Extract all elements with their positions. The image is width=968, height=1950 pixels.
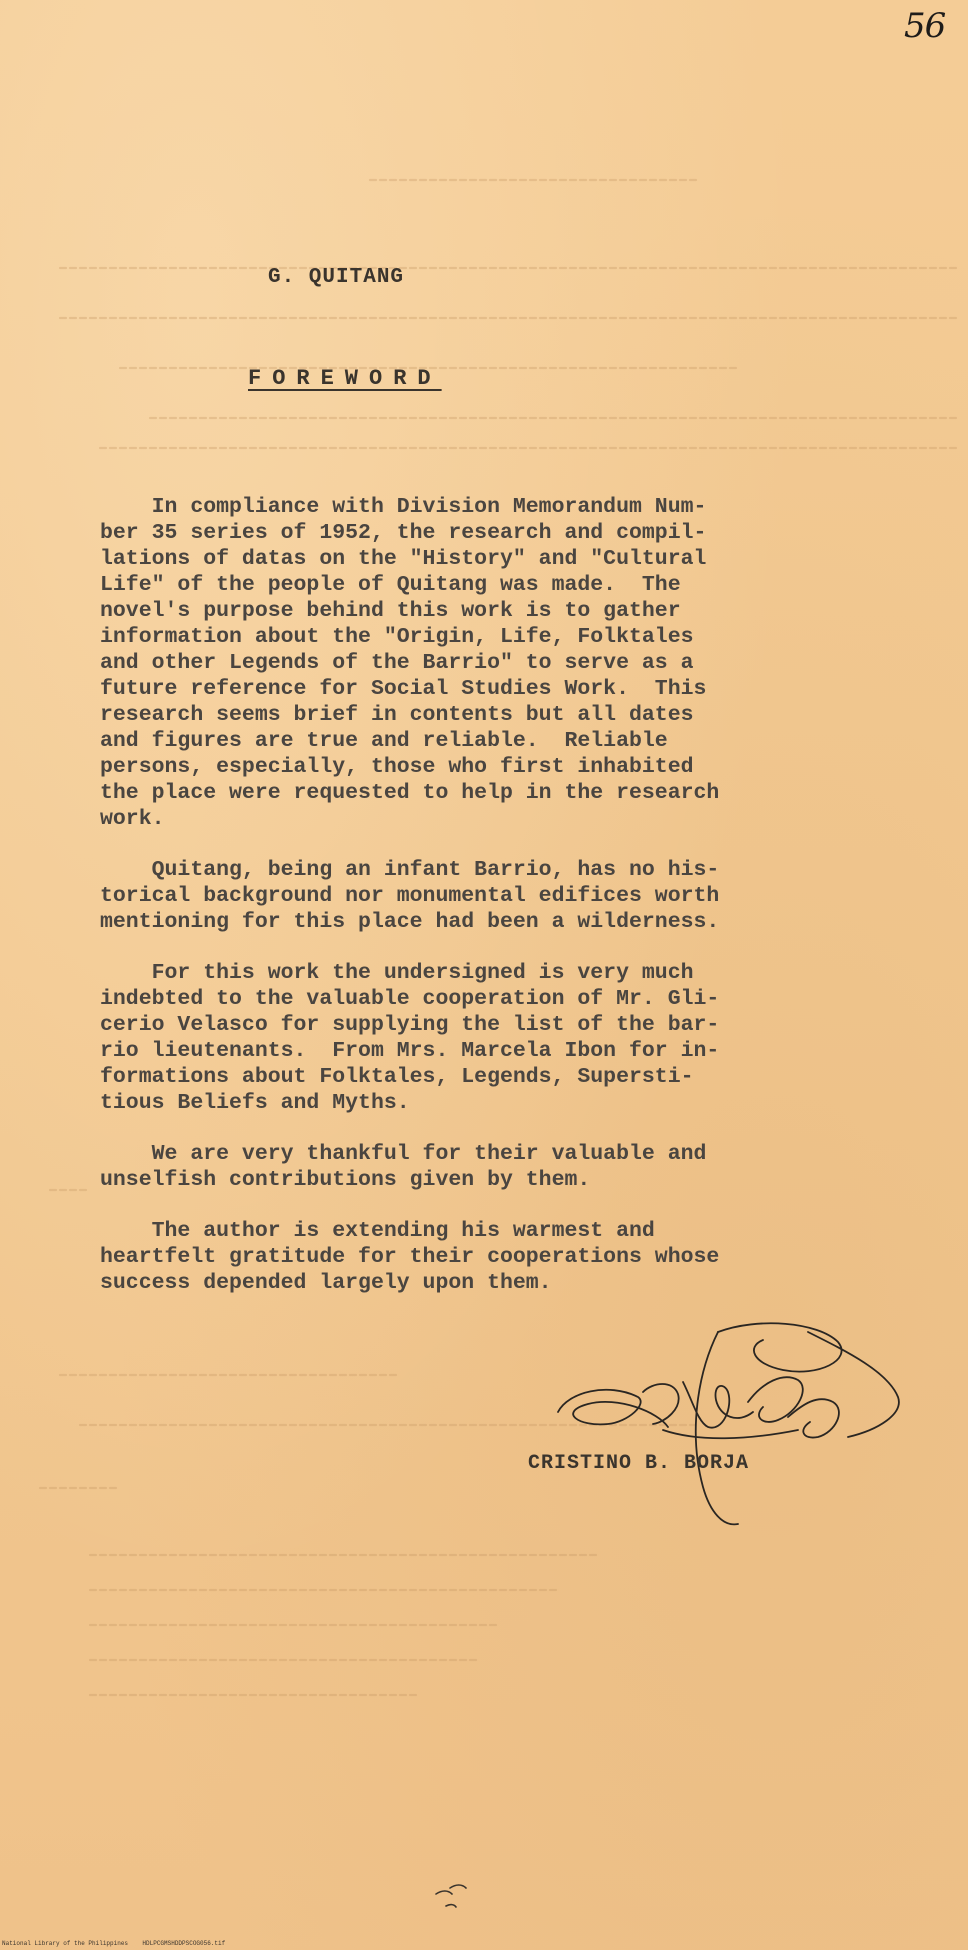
- ink-mark: [432, 1872, 472, 1912]
- page-number: 56: [904, 6, 946, 46]
- paragraph: We are very thankful for their valuable and unselfish contributions given by them.: [100, 1142, 707, 1192]
- paragraph: Quitang, being an infant Barrio, has no his- torical background nor monumental edifices worth mentioning for this place had been a wilderness.: [100, 858, 720, 934]
- paragraph: The author is extending his warmest and heartfelt gratitude for their cooperations whose success depended largely upon them.: [100, 1219, 720, 1295]
- handwritten-signature: [548, 1312, 908, 1532]
- foreword-body: [100, 494, 860, 1321]
- paragraph: In compliance with Division Memorandum Num- ber 35 series of 1952, the research and compil- lations of datas on the "History" and "Cultural Life" of the people of Quitang was made. The novel's purpose behind this work is to gather information about the "Origin, Life, Folktales and other Legends of the Barrio" to serve as a future reference for Social Studies Work. This research seems brief in contents but all dates and figures are true and reliable. Reliable persons, especially, those who first inhabited the place were requested to help in the research work.: [100, 495, 720, 831]
- paragraph: For this work the undersigned is very much indebted to the valuable cooperation of Mr. Gli- cerio Velasco for supplying the list of the bar- rio lieutenants. From Mrs. Marcela Ibon for in- formations about Folktales, Legends, Supersti- tious Beliefs and Myths.: [100, 961, 720, 1115]
- signatory-name: CRISTINO B. BORJA: [528, 1452, 750, 1475]
- archive-footer: National Library of the Philippines HDLPCGMSHDDPSCOG056.tif: [2, 1940, 226, 1947]
- foreword-title: FOREWORD: [248, 366, 442, 391]
- barrio-heading: G. QUITANG: [268, 266, 405, 289]
